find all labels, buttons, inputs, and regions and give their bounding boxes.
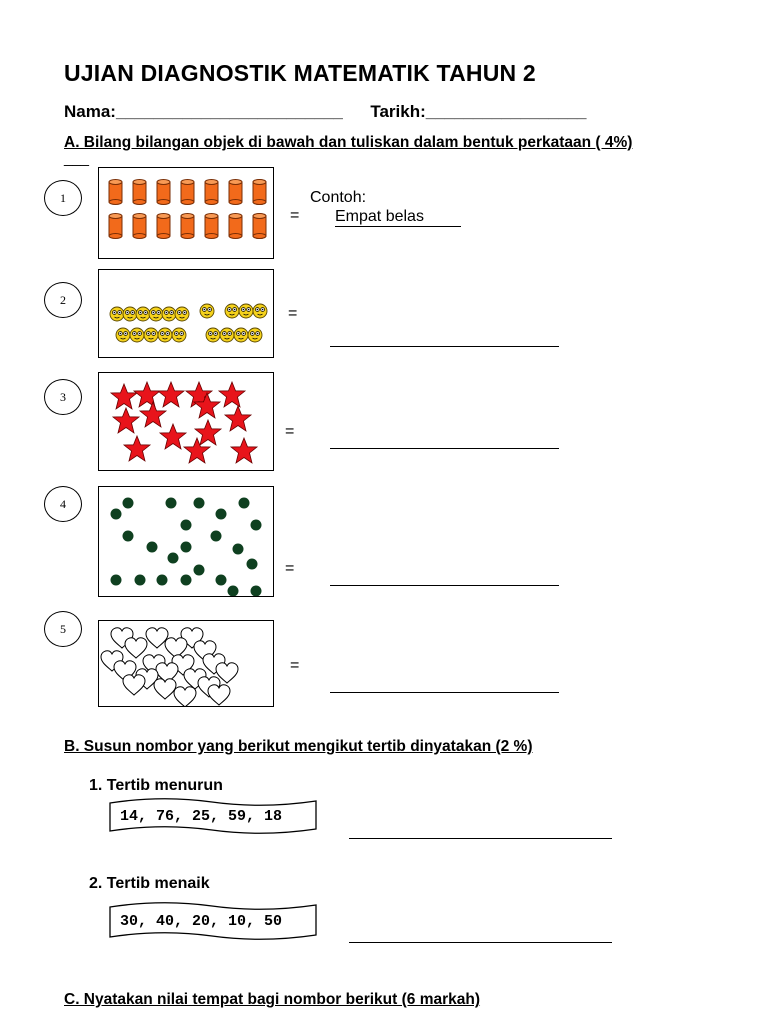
student-info-row <box>64 102 587 122</box>
date-field[interactable]: Tarikh:_________________ <box>370 102 587 121</box>
question-number-1: 1 <box>44 180 82 216</box>
answer-line-4[interactable] <box>330 585 559 586</box>
equals-sign-4: = <box>285 560 295 577</box>
section-a-heading: A. Bilang bilangan objek di bawah dan tuliskan dalam bentuk perkataan ( 4%) <box>64 134 633 151</box>
section-b-item-1-label: 1. Tertib menurun <box>89 777 223 794</box>
cylinder-icon <box>109 180 122 205</box>
section-a-heading-tail: ___ <box>64 150 90 167</box>
cylinder-icon <box>109 214 122 239</box>
section-c-heading: C. Nyatakan nilai tempat bagi nombor berikut (6 markah) <box>64 991 481 1008</box>
number-list-2: 30, 40, 20, 10, 50 <box>120 913 283 930</box>
object-box-5 <box>98 620 274 707</box>
question-number-3: 3 <box>44 379 82 415</box>
cylinder-icon <box>229 214 242 239</box>
cylinder-icon <box>133 214 146 239</box>
object-box-4 <box>98 486 274 597</box>
example-label: Contoh: <box>310 189 367 206</box>
question-number-4: 4 <box>44 486 82 522</box>
answer-line-5[interactable] <box>330 692 559 693</box>
answer-line-b1[interactable] <box>349 838 612 839</box>
name-field[interactable]: Nama:________________________ <box>64 102 343 121</box>
cylinder-icon <box>229 180 242 205</box>
cylinder-icon <box>253 214 266 239</box>
number-list-1: 14, 76, 25, 59, 18 <box>120 808 283 825</box>
cylinder-icon <box>253 180 266 205</box>
example-answer: Empat belas <box>335 208 461 227</box>
object-box-1 <box>98 167 274 259</box>
section-b-heading: B. Susun nombor yang berikut mengikut tertib dinyatakan (2 %) <box>64 738 533 755</box>
smiley-faces-group <box>99 270 273 357</box>
cylinder-icon <box>157 180 170 205</box>
cylinder-icon <box>205 180 218 205</box>
answer-line-3[interactable] <box>330 448 559 449</box>
cylinder-icon <box>133 180 146 205</box>
cylinder-icon <box>205 214 218 239</box>
equals-sign-5: = <box>290 657 300 674</box>
object-box-3 <box>98 372 274 471</box>
hearts-group <box>99 621 273 706</box>
cylinder-icon <box>157 214 170 239</box>
cylinder-icon <box>181 180 194 205</box>
object-box-2 <box>98 269 274 358</box>
cylinders-group <box>99 168 273 258</box>
question-number-5: 5 <box>44 611 82 647</box>
page-title: UJIAN DIAGNOSTIK MATEMATIK TAHUN 2 <box>64 60 536 86</box>
dots-group <box>99 487 273 596</box>
cylinder-icon <box>181 214 194 239</box>
answer-line-b2[interactable] <box>349 942 612 943</box>
equals-sign-1: = <box>290 207 300 224</box>
stars-group <box>99 373 273 470</box>
equals-sign-3: = <box>285 423 295 440</box>
answer-line-2[interactable] <box>330 346 559 347</box>
question-number-2: 2 <box>44 282 82 318</box>
section-b-item-2-label: 2. Tertib menaik <box>89 875 210 892</box>
equals-sign-2: = <box>288 305 298 322</box>
